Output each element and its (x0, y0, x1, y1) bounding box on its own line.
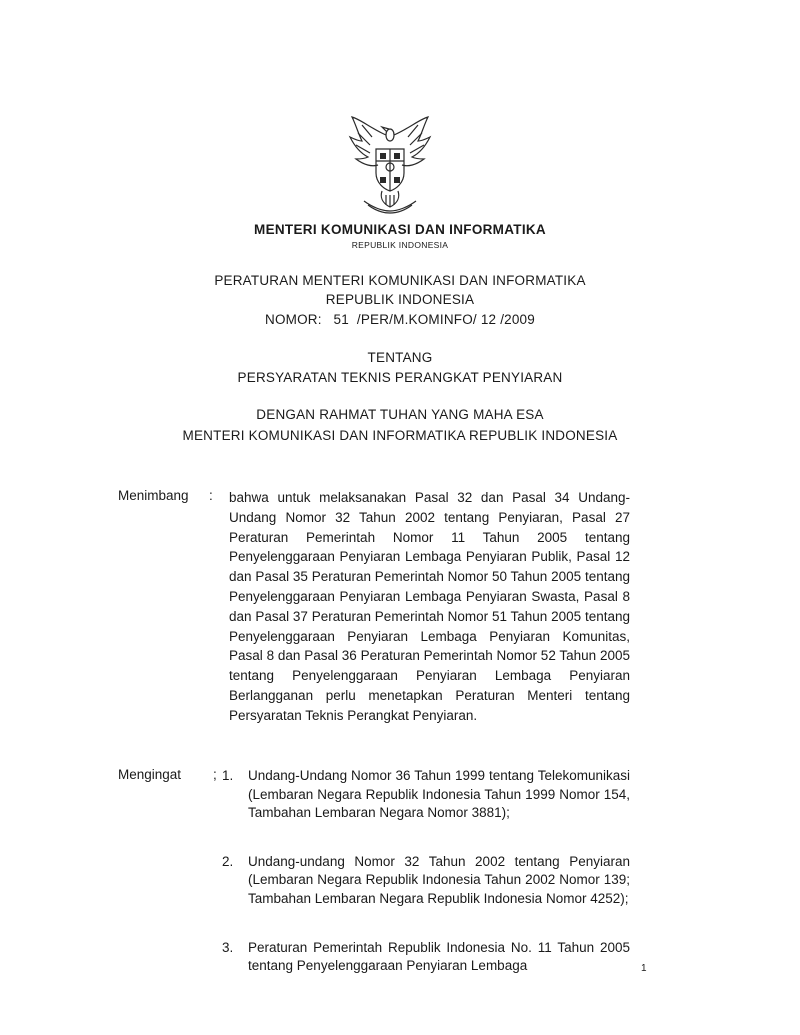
page-number: 1 (641, 963, 647, 974)
item-text: Peraturan Pemerintah Republik Indonesia No. 11 Tahun 2005 tentang Penyelenggaraan Penyiaran Lembaga (248, 939, 630, 974)
republik-subheading: REPUBLIK INDONESIA (351, 240, 449, 250)
garuda-emblem-icon (342, 115, 438, 215)
item-text: Undang-undang Nomor 32 Tahun 2002 tentang Penyiaran (Lembaran Negara Republik Indonesia Tahun 2002 Nomor 139; Tambahan Lembaran Negara Republik Indonesia Nomor 4252); (248, 853, 630, 906)
menimbang-colon: : (209, 488, 213, 503)
list-item (222, 939, 630, 976)
regulation-title-line2: REPUBLIK INDONESIA (325, 292, 475, 307)
regulation-title-line1: PERATURAN MENTERI KOMUNIKASI DAN INFORMATIKA (214, 273, 586, 288)
list-item (222, 767, 630, 823)
item-text: Undang-Undang Nomor 36 Tahun 1999 tentang Telekomunikasi (Lembaran Negara Republik Indonesia Tahun 1999 Nomor 154, Tambahan Lembaran Negara Nomor 3881); (248, 768, 630, 821)
regulation-number: NOMOR: 51 /PER/M.KOMINFO/ 12 /2009 (265, 312, 535, 327)
menimbang-text: bahwa untuk melaksanakan Pasal 32 dan Pasal 34 Undang-Undang Nomor 32 Tahun 2002 tentang Penyiaran, Pasal 27 Peraturan Pemerintah Nomor 11 Tahun 2005 tentang Penyelenggaraan Penyiaran Lembaga Penyiaran Publik, Pasal 12 dan Pasal 35 Peraturan Pemerintah Nomor 50 Tahun 2005 tentang Penyelenggaraan Penyiaran Lembaga Penyiaran Swasta, Pasal 8 dan Pasal 37 Peraturan Pemerintah Nomor 51 Tahun 2005 tentang Penyelenggaraan Penyiaran Lembaga Penyiaran Komunitas, Pasal 8 dan Pasal 36 Peraturan Pemerintah Nomor 52 Tahun 2005 tentang Penyelenggaraan Penyiaran Lembaga Penyiaran Berlangganan perlu menetapkan Peraturan Menteri tentang Persyaratan Teknis Perangkat Penyiaran. (229, 490, 630, 723)
menimbang-label: Menimbang (118, 488, 189, 503)
regulation-subject: PERSYARATAN TEKNIS PERANGKAT PENYIARAN (237, 370, 563, 385)
minister-full-title: MENTERI KOMUNIKASI DAN INFORMATIKA REPUBLIK INDONESIA (182, 428, 618, 443)
mengingat-list (222, 767, 630, 1006)
list-item (222, 853, 630, 909)
mengingat-colon: ; (213, 767, 217, 782)
item-number: 2. (222, 853, 234, 869)
rahmat-line: DENGAN RAHMAT TUHAN YANG MAHA ESA (256, 407, 544, 422)
minister-heading: MENTERI KOMUNIKASI DAN INFORMATIKA (254, 222, 546, 237)
item-number: 3. (222, 939, 234, 955)
item-number: 1. (222, 768, 234, 783)
tentang-heading: TENTANG (367, 350, 433, 365)
mengingat-label: Mengingat (118, 767, 182, 782)
